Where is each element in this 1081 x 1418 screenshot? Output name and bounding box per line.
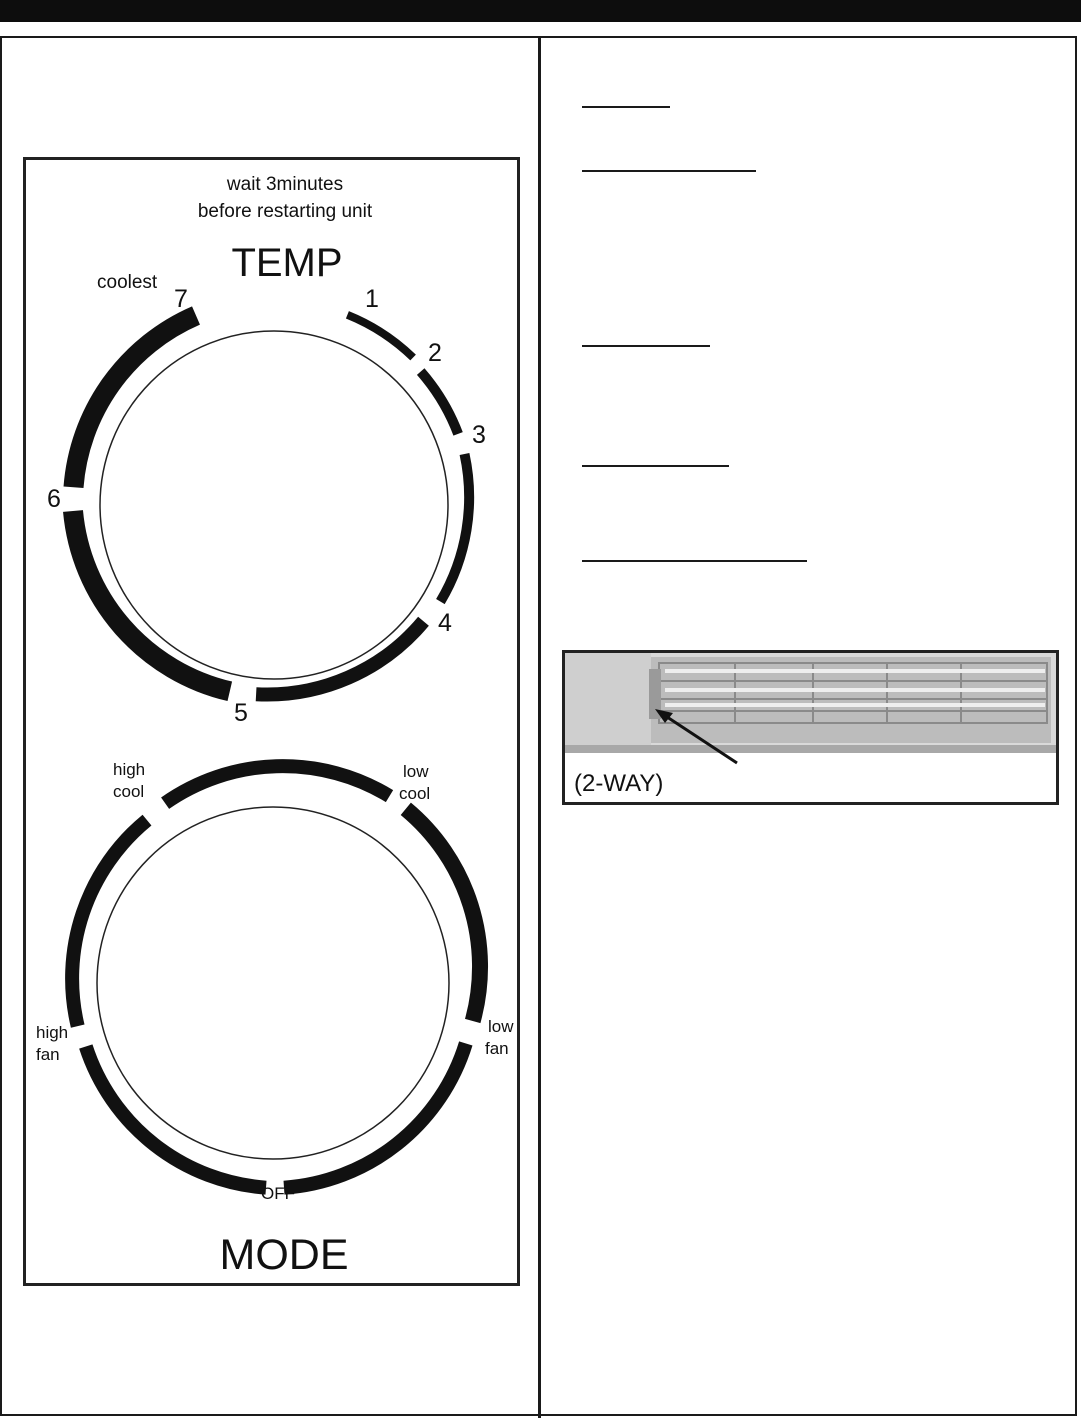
mode-label-high-fan-line1: high (36, 1023, 69, 1042)
temp-number-6: 6 (47, 485, 61, 513)
coolest-label: coolest (97, 272, 158, 293)
temp-arc-2-3 (421, 372, 458, 434)
mode-dial (72, 766, 480, 1188)
temp-arc-3-4 (440, 454, 469, 602)
control-panel-illustration (23, 157, 520, 1286)
heading-underline-3 (582, 345, 710, 347)
temp-number-3: 3 (472, 421, 486, 449)
photo-label: (2-WAY) (574, 770, 664, 797)
temp-number-7: 7 (174, 285, 188, 313)
mode-arc-low-fan-to-off (284, 1043, 466, 1187)
temp-number-5: 5 (234, 699, 248, 727)
mode-label-off: OFF (261, 1184, 295, 1203)
temp-arc-5-6 (73, 511, 230, 691)
heading-underline-5 (582, 560, 807, 562)
heading-underline-2 (582, 170, 756, 172)
air-deflector-photo (562, 650, 1059, 805)
column-divider (538, 36, 541, 1418)
mode-label-low-cool-line2: cool (399, 784, 431, 803)
mode-title: MODE (219, 1231, 349, 1279)
temp-arc-1-2 (347, 315, 413, 358)
restart-note-line2: before restarting unit (197, 201, 373, 222)
temp-number-1: 1 (365, 285, 379, 313)
mode-arc-high-cool-to-low-cool (165, 766, 389, 803)
mode-label-high-cool-line2: cool (113, 782, 145, 801)
heading-underline-4 (582, 465, 729, 467)
restart-note-line1: wait 3minutes (226, 174, 344, 195)
mode-arc-high-fan-to-high-cool (72, 820, 147, 1026)
temp-title: TEMP (231, 241, 343, 285)
temp-arc-4-5 (256, 621, 423, 694)
mode-dial-face (97, 807, 449, 1159)
mode-label-low-fan-line1: low (488, 1017, 514, 1036)
header-bar (0, 0, 1081, 22)
mode-label-high-fan-line2: fan (36, 1045, 60, 1064)
mode-arc-off-to-high-fan (86, 1047, 266, 1188)
temp-dial-face (100, 331, 448, 679)
mode-label-low-cool-line1: low (403, 762, 429, 781)
mode-label-low-fan-line2: fan (485, 1039, 509, 1058)
temp-number-4: 4 (438, 609, 452, 637)
temp-dial (73, 315, 469, 695)
temp-number-2: 2 (428, 339, 442, 367)
mode-label-high-cool-line1: high (113, 760, 146, 779)
mode-arc-low-cool-to-low-fan (406, 809, 480, 1021)
heading-underline-1 (582, 106, 670, 108)
